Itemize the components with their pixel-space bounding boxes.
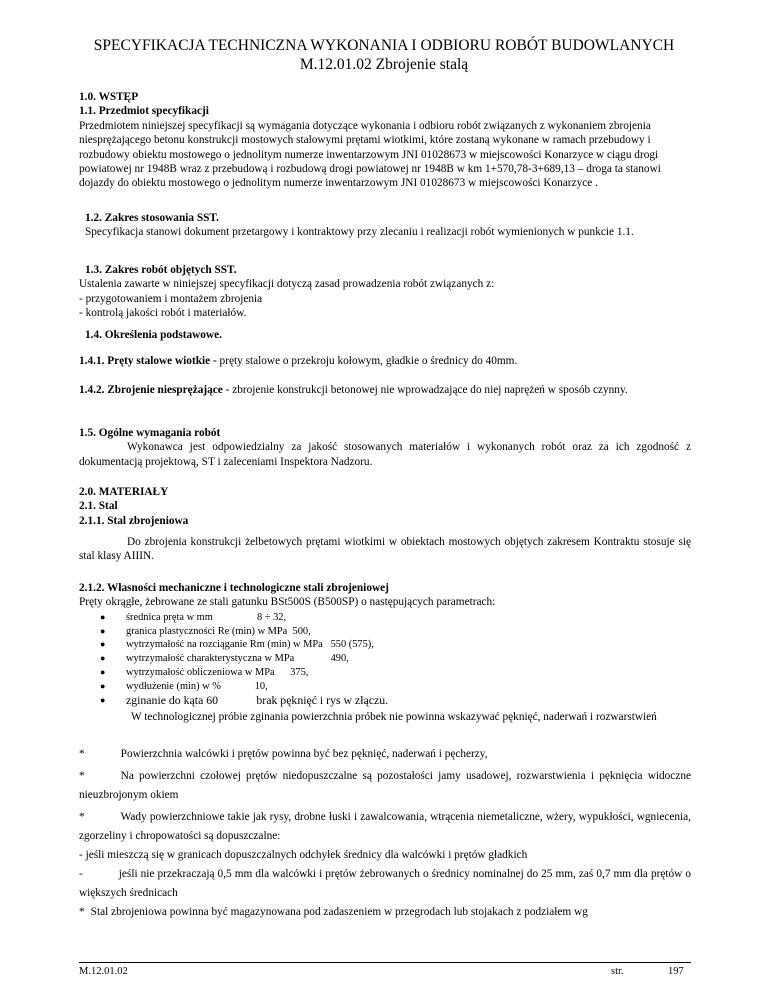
list-item: ● wydłużenie (min) w % 10,	[79, 680, 691, 694]
paragraph-star-1: Powierzchnia walcówki i prętów powinna być bez pęknięć, naderwań i pęcherzy,	[120, 748, 488, 760]
list-item: - kontrolą jakości robót i materiałów.	[79, 307, 247, 320]
section-1-4-1	[79, 354, 691, 368]
footer-page-label: str.	[611, 966, 624, 977]
list-item: ● wytrzymałość obliczeniowa w MPa 375,	[79, 666, 691, 680]
parameter-list	[79, 611, 691, 708]
section-2-1-1-text	[79, 535, 691, 564]
bend-test-note	[79, 708, 691, 727]
paragraph-2-1-1: Do zbrojenia konstrukcji żelbetowych prętami wiotkimi w obiektach mostowych objętych zakresem Kontraktu stosuje się stal klasy AIIIN.	[79, 536, 691, 563]
asterisk-marker: *	[79, 770, 85, 782]
paragraph-1-1: Przedmiotem niniejszej specyfikacji są wymagania dotyczące wykonania i odbioru robót związanych z wykonaniem zbrojenia niesprężającego betonu konstrukcji mostowych stalowymi prętami wiotkimi, które zostaną wykonane w ramach przebudowy i rozbudowy obiektu mostowego o jednolitym numerze inwentarzowym JNI 01028673 w miejscowości Konarzyce w ciągu drogi powiatowej nr 1948B wraz z przebudową i rozbudową drogi powiatowej nr 1948B w km 1+570,78-3+689,13 – droga ta stanowi dojazdy do obiektu mostowego o jednolitym numerze inwentarzowym JNI 01028673 w miejscowości Konarzyce .	[79, 119, 661, 190]
dash-marker: -	[79, 868, 83, 880]
heading-1-5: 1.5. Ogólne wymagania robót	[79, 427, 221, 439]
footer-divider	[79, 962, 691, 963]
section-1-5	[79, 426, 691, 469]
asterisk-marker: *	[79, 811, 85, 823]
paragraph-1-4-1: pręty stalowe o przekroju kołowym, gładkie o średnicy do 40mm.	[216, 355, 518, 367]
heading-2-0: 2.0. MATERIAŁY	[79, 486, 169, 498]
paragraph-1-4-2: - zbrojenie konstrukcji betonowej nie wprowadzające do niej naprężeń w sposób czynny.	[222, 384, 628, 396]
list-item: ● wytrzymałość charakterystyczna w MPa 490,	[79, 652, 691, 666]
footer-code: M.12.01.02	[79, 966, 128, 977]
heading-1-2: 1.2. Zakres stosowania SST.	[85, 212, 219, 224]
heading-1-4-2: 1.4.2. Zbrojenie niesprężające	[79, 384, 223, 396]
heading-1-4-1: 1.4.1. Pręty stalowe wiotkie -	[79, 355, 217, 367]
list-item: ● średnica pręta w mm 8 ÷ 32,	[79, 611, 691, 625]
footer-page-number: 197	[668, 966, 684, 977]
section-1-4-2	[79, 383, 691, 397]
heading-1-3: 1.3. Zakres robót objętych SST.	[85, 264, 237, 276]
paragraph-1-3: Ustalenia zawarte w niniejszej specyfikacji dotyczą zasad prowadzenia robót związanych z:	[79, 278, 495, 291]
paragraph-1-2: Specyfikacja stanowi dokument przetargowy i kontraktowy przy zlecaniu i realizacji robót wymienionych w punkcie 1.1.	[85, 226, 634, 239]
heading-1-0: 1.0. WSTĘP	[79, 91, 139, 103]
section-1-2	[85, 211, 691, 240]
asterisk-marker: *	[79, 748, 85, 760]
heading-1-4: 1.4. Określenia podstawowe.	[85, 329, 222, 341]
section-1-3	[79, 263, 691, 321]
surface-requirements	[79, 745, 691, 922]
paragraph-star-2: Na powierzchni czołowej prętów niedopuszczalne są pozostałości jamy usadowej, rozwarstwienia i pęknięcia widoczne nieuzbrojonym okiem	[79, 770, 691, 801]
paragraph-1-5: Wykonawca jest odpowiedzialny za jakość stosowanych materiałów i wykonanych robót oraz za ich zgodność z dokumentacją projektową, ST i zaleceniami Inspektora Nadzoru.	[79, 441, 691, 468]
section-1-4	[85, 328, 697, 342]
paragraph-2-1-2: Pręty okrągłe, żebrowane ze stali gatunku BSt500S (B500SP) o następujących parametrach:	[79, 596, 496, 609]
section-2-1-2	[79, 581, 691, 610]
paragraph-dash-1: - jeśli mieszczą się w granicach dopuszczalnych odchyłek średnicy dla walcówki i prętów gładkich	[79, 849, 528, 861]
paragraph-dash-2: jeśli nie przekraczają 0,5 mm dla walcówki i prętów żebrowanych o średnicy nominalnej do 25 mm, zaś 0,7 mm dla prętów o większych średnicach	[79, 868, 691, 899]
heading-2-1-1: 2.1.1. Stal zbrojeniowa	[79, 514, 189, 527]
paragraph-star-4: Stal zbrojeniowa powinna być magazynowana pod zadaszeniem w przegrodach lub stojakach z podziałem wg	[90, 906, 588, 918]
document-subtitle: M.12.01.02 Zbrojenie stalą	[299, 56, 469, 73]
document-title: SPECYFIKACJA TECHNICZNA WYKONANIA I ODBIORU ROBÓT BUDOWLANYCH	[93, 37, 675, 54]
asterisk-marker: *	[79, 906, 85, 918]
section-2-1	[79, 485, 691, 528]
list-item: ● zginanie do kąta 60 brak pęknięć i rys w złączu.	[79, 693, 691, 708]
list-item: ● granica plastyczności Re (min) w MPa 500,	[79, 625, 691, 639]
list-item: - przygotowaniem i montażem zbrojenia	[79, 292, 263, 305]
heading-2-1: 2.1. Stal	[79, 500, 118, 513]
list-item: ● wytrzymałość na rozciąganie Rm (min) w MPa 550 (575),	[79, 638, 691, 652]
heading-1-1: 1.1. Przedmiot specyfikacji	[79, 105, 209, 118]
paragraph-bend-test: W technologicznej próbie zginania powierzchnia próbek nie powinna wskazywać pęknięć, naderwań i rozwarstwień	[131, 711, 657, 723]
section-1-1	[79, 90, 691, 191]
paragraph-star-3: Wady powierzchniowe takie jak rysy, drobne łuski i zawalcowania, wtrącenia niemetaliczne, wżery, wypukłości, wgniecenia, zgorzeliny i chropowatości są dopuszczalne:	[79, 811, 691, 842]
heading-2-1-2: 2.1.2. Własności mechaniczne i technologiczne stali zbrojeniowej	[79, 582, 389, 594]
